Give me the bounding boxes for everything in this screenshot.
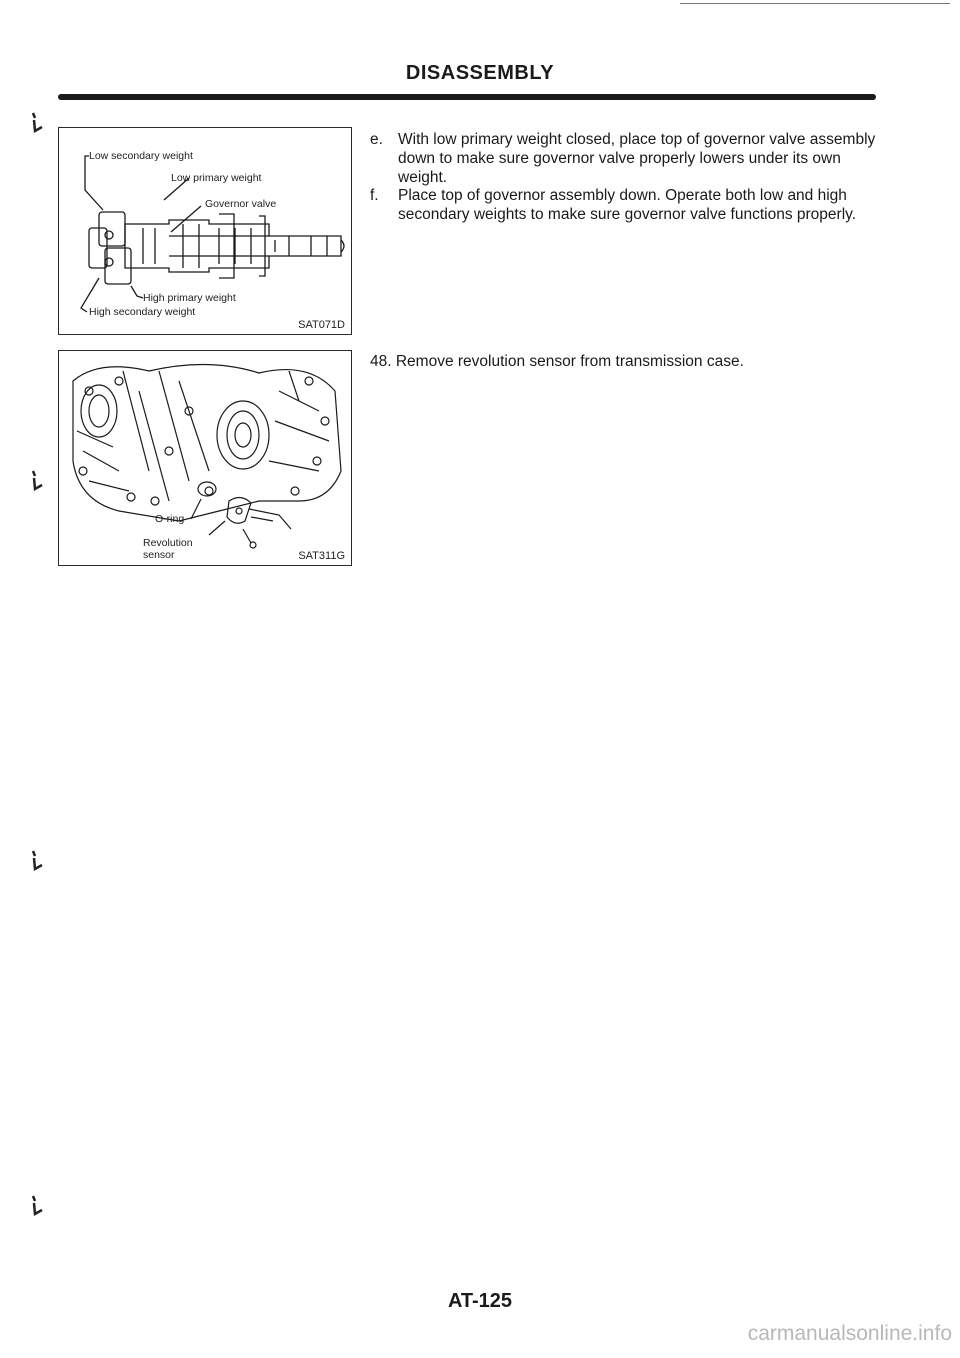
step-48 xyxy=(370,352,876,371)
revolution-label: Revolution xyxy=(143,537,193,549)
page-number: AT-125 xyxy=(447,1290,513,1312)
watermark: carmanualsonline.info xyxy=(747,1322,952,1345)
governor-valve-label: Governor valve xyxy=(205,198,277,210)
high-secondary-weight-label: High secondary weight xyxy=(89,306,196,318)
o-ring-label: O-ring xyxy=(155,513,185,525)
margin-mark xyxy=(30,112,44,134)
low-primary-weight-label: Low primary weight xyxy=(171,172,262,184)
step-marker: e. xyxy=(370,131,383,148)
page-title: DISASSEMBLY xyxy=(405,62,555,84)
margin-mark xyxy=(30,1195,44,1217)
margin-mark xyxy=(30,850,44,872)
step-f xyxy=(370,186,876,224)
step-e xyxy=(370,130,876,187)
step-text: 48. Remove revolution sensor from transmission case. xyxy=(370,353,744,370)
step-marker: f. xyxy=(370,187,379,204)
transmission-case-illustration xyxy=(59,351,351,565)
top-edge-rule xyxy=(680,3,950,4)
governor-valve-figure xyxy=(58,127,352,335)
sensor-label: sensor xyxy=(143,549,175,561)
figure-code: SAT311G xyxy=(298,550,345,562)
title-underline xyxy=(58,94,876,100)
step-text: Place top of governor assembly down. Operate both low and high secondary weights to make sure governor valve functions properly. xyxy=(398,187,857,223)
margin-mark xyxy=(30,470,44,492)
high-primary-weight-label: High primary weight xyxy=(143,292,236,304)
step-text: With low primary weight closed, place top of governor valve assembly down to make sure governor valve properly lowers under its own weight. xyxy=(398,131,876,186)
low-secondary-weight-label: Low secondary weight xyxy=(89,150,193,162)
figure-code: SAT071D xyxy=(298,319,345,331)
revolution-sensor-figure xyxy=(58,350,352,566)
